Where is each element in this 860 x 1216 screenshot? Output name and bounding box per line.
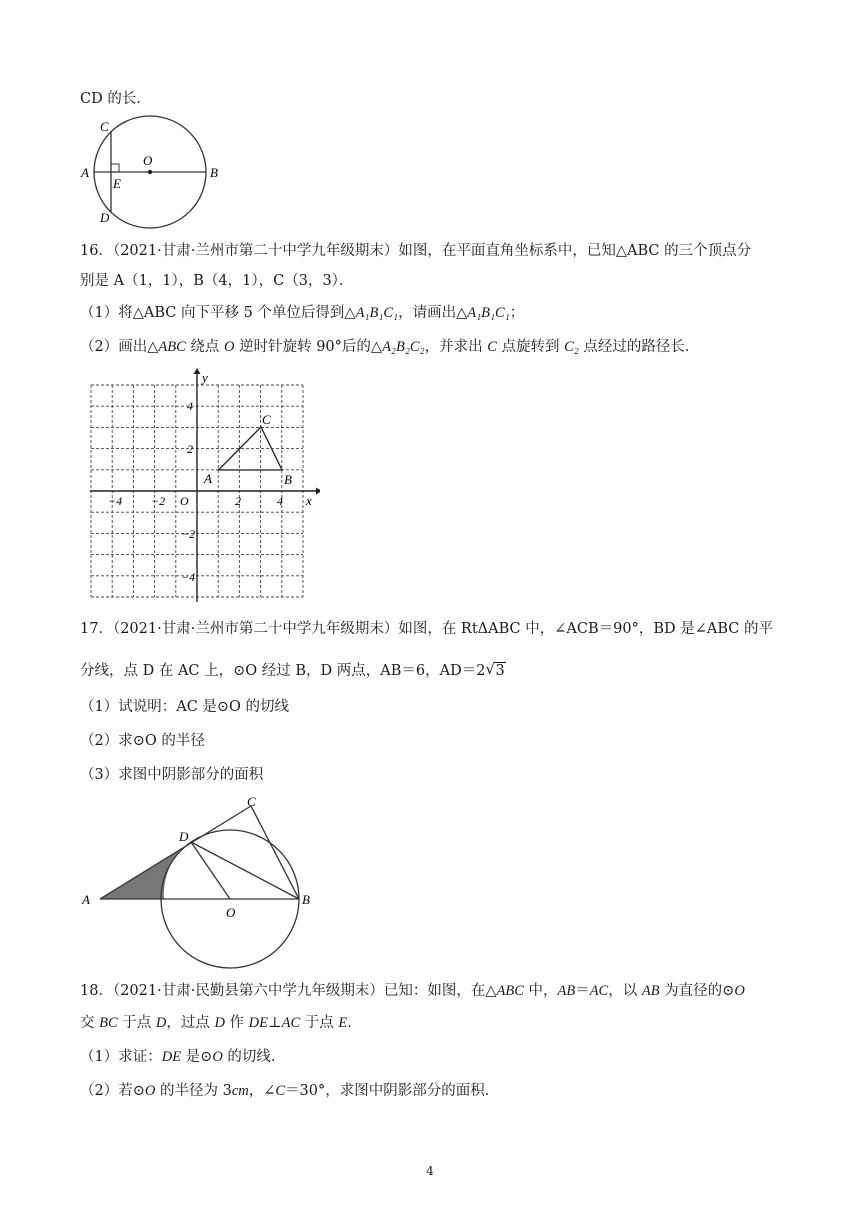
q16-y-axis-label: y — [202, 370, 208, 385]
q18-line-1: 18．（2021·甘肃·民勤县第六中学九年级期末）已知：如图，在△ABC 中，AB＝AC，以 AB 为直径的⊙O — [80, 983, 745, 999]
q16-x-tick: 4 — [277, 494, 283, 508]
q16-x-tick: −2 — [151, 494, 166, 508]
q16-y-tick: 4 — [187, 399, 193, 413]
q17-part-2: （2）求⊙O 的半径 — [80, 733, 205, 749]
q16-y-tick: −4 — [181, 570, 196, 584]
q15-circle-figure — [78, 114, 228, 230]
q16-y-tick: −2 — [181, 527, 196, 541]
q16-point-a-label: A — [204, 471, 212, 486]
q16-x-tick: −4 — [108, 494, 123, 508]
q16-x-axis-label: x — [306, 493, 312, 508]
q15-label-d: D — [100, 210, 110, 225]
q15-label-o: O — [143, 153, 153, 168]
q17-label-a: A — [82, 892, 90, 907]
q16-x-tick: 2 — [235, 494, 241, 508]
q15-label-e: E — [113, 176, 121, 191]
q18-part-1: （1）求证：DE 是⊙O 的切线． — [80, 1049, 286, 1065]
q17-label-b: B — [302, 892, 310, 907]
q17-line-1: 17．（2021·甘肃·兰州市第二十中学九年级期末）如图，在 RtΔABC 中，∠ACB＝90°，BD 是∠ABC 的平 — [80, 621, 773, 637]
q16-y-tick: 2 — [187, 442, 193, 456]
page-number: 4 — [426, 1164, 434, 1178]
q17-circle-tangent-figure — [78, 794, 328, 972]
q17-label-d: D — [179, 829, 189, 844]
q16-origin-label: O — [180, 494, 189, 508]
q15-label-b: B — [210, 165, 218, 180]
q16-line-2: 别是 A（1，1），B（4，1），C（3，3）． — [80, 273, 354, 289]
q15-tail-text: CD 的长． — [80, 91, 151, 107]
q16-part-2: （2）画出△ABC 绕点 O 逆时针旋转 90°后的△A₂B₂C₂，并求出 C 点旋转到 C₂ 点经过的路径长． — [80, 339, 700, 355]
q18-part-2: （2）若⊙O 的半径为 3cm，∠C＝30°，求图中阴影部分的面积． — [80, 1083, 500, 1099]
q17-part-1: （1）试说明：AC 是⊙O 的切线 — [80, 699, 290, 715]
q18-line-2: 交 BC 于点 D，过点 D 作 DE⊥AC 于点 E． — [80, 1015, 362, 1031]
q16-coordinate-grid — [88, 368, 320, 604]
q16-line-1: 16．（2021·甘肃·兰州市第二十中学九年级期末）如图，在平面直角坐标系中，已知△ABC 的三个顶点分 — [80, 243, 752, 259]
q16-point-b-label: B — [284, 472, 292, 487]
q16-point-c-label: C — [262, 412, 271, 427]
q17-part-3: （3）求图中阴影部分的面积 — [80, 767, 264, 783]
q15-label-c: C — [100, 119, 109, 134]
q17-line-2: 分线，点 D 在 AC 上，⊙O 经过 B，D 两点，AB＝6，AD＝2 √ 3 — [80, 660, 505, 679]
q17-label-c: C — [247, 794, 256, 809]
q15-label-a: A — [81, 165, 89, 180]
q17-label-o: O — [226, 905, 236, 920]
q16-part-1: （1）将△ABC 向下平移 5 个单位后得到△A₁B₁C₁，请画出△A₁B₁C₁； — [80, 305, 525, 321]
